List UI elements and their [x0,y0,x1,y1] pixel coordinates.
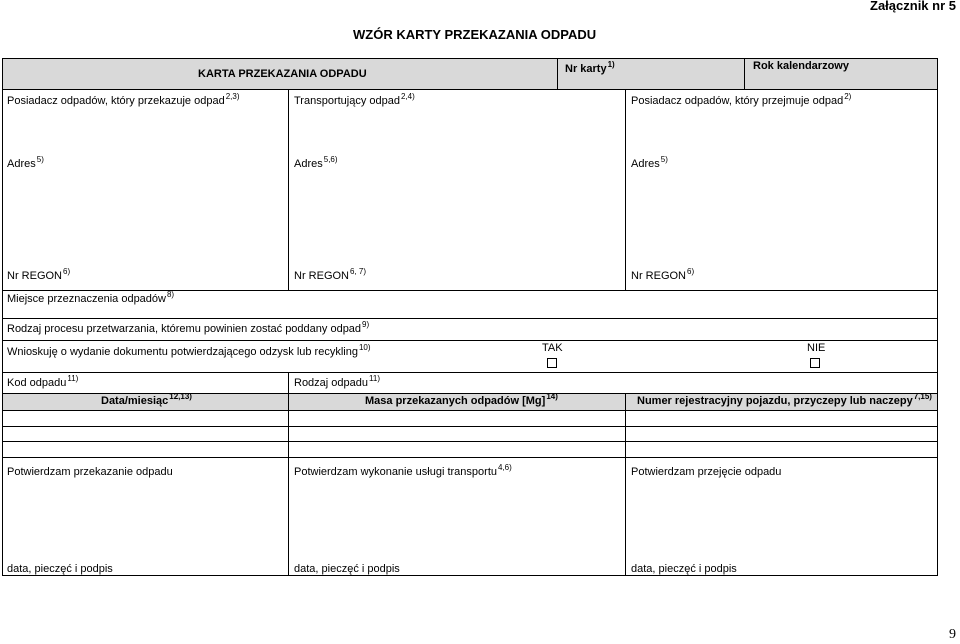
yes-label: TAK [542,342,563,354]
divider [744,58,745,90]
divider [625,393,626,457]
divider [2,426,938,427]
no-checkbox[interactable] [810,358,820,368]
date-column-header: Data/miesiąc$^{12,13)}$ [101,392,192,407]
holder-out-signature-label: data, pieczęć i podpis [7,563,113,575]
divider [2,410,938,411]
holder-in-label: Posiadacz odpadów, który przejmuje odpad$^{2)}$ [631,92,852,107]
holder-in-regon-label: Nr REGON$^{6)}$ [631,267,695,282]
divider [625,89,626,290]
page-number: 9 [949,627,956,642]
card-number-label: Nr karty$^{1)}$ [565,60,615,75]
confirm-transport-label: Potwierdzam wykonanie usługi transportu$^{4,6)}$ [294,463,512,478]
carrier-label: Transportujący odpad$^{2,4)}$ [294,92,415,107]
yes-checkbox[interactable] [547,358,557,368]
carrier-address-label: Adres$^{5,6)}$ [294,155,338,170]
recycling-request-label: Wnioskuję o wydanie dokumentu potwierdzającego odzysk lub recykling$^{10)}$ [7,343,371,358]
divider [288,89,289,290]
divider [2,318,938,319]
form-border [2,58,938,576]
confirm-handover-label: Potwierdzam przekazanie odpadu [7,466,173,478]
carrier-regon-label: Nr REGON$^{6, 7)}$ [294,267,367,282]
holder-in-signature-label: data, pieczęć i podpis [631,563,737,575]
divider [2,457,938,458]
annex-label: Załącznik nr 5 [870,0,956,13]
divider [557,58,558,90]
no-label: NIE [807,342,826,354]
waste-code-label: Kod odpadu$^{11)}$ [7,374,79,389]
holder-in-address-label: Adres$^{5)}$ [631,155,668,170]
divider [288,372,289,457]
divider [2,340,938,341]
holder-out-address-label: Adres$^{5)}$ [7,155,44,170]
divider [2,372,938,373]
waste-type-label: Rodzaj odpadu$^{11)}$ [294,374,380,389]
divider [625,457,626,576]
divider [2,441,938,442]
calendar-year-label: Rok kalendarzowy [753,60,849,72]
holder-out-regon-label: Nr REGON$^{6)}$ [7,267,71,282]
vehicle-column-header: Numer rejestracyjny pojazdu, przyczepy lub naczepy$^{7,15)}$ [637,392,932,407]
divider [2,290,938,291]
divider [2,89,938,90]
holder-out-label: Posiadacz odpadów, który przekazuje odpad$^{2,3)}$ [7,92,240,107]
confirm-receipt-label: Potwierdzam przejęcie odpadu [631,466,782,478]
carrier-signature-label: data, pieczęć i podpis [294,563,400,575]
destination-label: Miejsce przeznaczenia odpadów$^{8)}$ [7,290,175,305]
divider [2,393,938,394]
card-title: KARTA PRZEKAZANIA ODPADU [198,68,367,80]
process-label: Rodzaj procesu przetwarzania, któremu powinien zostać poddany odpad$^{9)}$ [7,320,370,335]
divider [288,457,289,576]
form-title: WZÓR KARTY PRZEKAZANIA ODPADU [353,27,597,42]
mass-column-header: Masa przekazanych odpadów $[Mg]^{14)}$ [365,392,558,407]
